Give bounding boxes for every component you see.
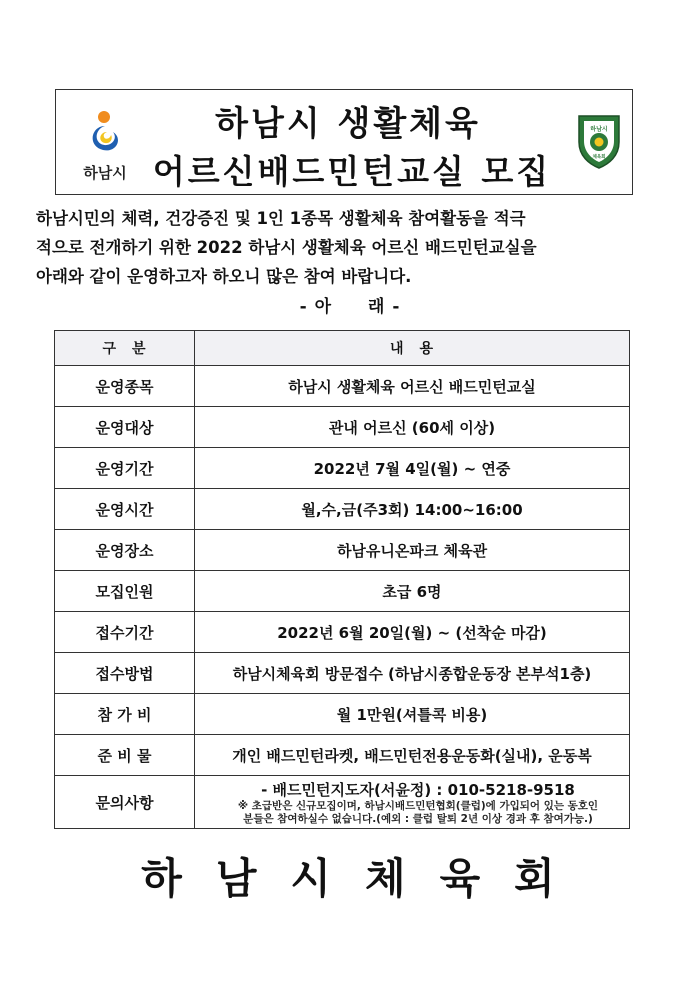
contact-phone-line: - 배드민턴지도자(서윤정) : 010-5218-9518 [261, 780, 575, 799]
row-label: 운영종목 [55, 366, 195, 407]
row-value: 초급 6명 [195, 571, 630, 612]
contact-note-line-1: ※ 초급반은 신규모집이며, 하남시배드민턴협회(클럽)에 가입되어 있는 동호인 [237, 799, 599, 812]
row-value: 월 1만원(셔틀콕 비용) [195, 694, 630, 735]
row-label: 운영기간 [55, 448, 195, 489]
contact-content [195, 776, 630, 829]
contact-row [55, 776, 630, 829]
intro-line-3: 아래와 같이 운영하고자 하오니 많은 참여 바랍니다. [36, 267, 412, 286]
table-row [55, 530, 630, 571]
row-value: 개인 배드민턴라켓, 배드민턴전용운동화(실내), 운동복 [195, 735, 630, 776]
table-row [55, 448, 630, 489]
table-header-row [55, 331, 630, 366]
row-value: 2022년 7월 4일(월) ~ 연중 [195, 448, 630, 489]
contact-label: 문의사항 [55, 776, 195, 829]
table-row [55, 407, 630, 448]
row-value: 월,수,금(주3회) 14:00~16:00 [195, 489, 630, 530]
title-line-1: 하남시 생활체육 [215, 104, 481, 144]
row-label: 접수기간 [55, 612, 195, 653]
row-value: 하남유니온파크 체육관 [195, 530, 630, 571]
row-label: 접수방법 [55, 653, 195, 694]
badge-text-bottom: 체육회 [592, 155, 606, 160]
table-row [55, 571, 630, 612]
header-label-cell: 구 분 [55, 331, 195, 366]
row-value: 하남시체육회 방문접수 (하남시종합운동장 본부석1층) [195, 653, 630, 694]
hanam-emblem-icon [83, 106, 127, 160]
title-box [55, 89, 633, 195]
sports-council-badge [575, 112, 623, 170]
contact-note-line-2: 분들은 참여하실수 없습니다.(예외 : 클럽 탈퇴 2년 이상 경과 후 참여가능.) [243, 812, 593, 825]
hanam-city-logo [70, 106, 140, 186]
table-row [55, 653, 630, 694]
row-label: 준 비 물 [55, 735, 195, 776]
row-label: 참 가 비 [55, 694, 195, 735]
row-label: 모집인원 [55, 571, 195, 612]
below-heading: - 아 래 - [299, 297, 401, 317]
row-value: 관내 어르신 (60세 이상) [195, 407, 630, 448]
table-row [55, 694, 630, 735]
row-value: 2022년 6월 20일(월) ~ (선착순 마감) [195, 612, 630, 653]
city-logo-text: 하남시 [83, 164, 127, 182]
table-row [55, 612, 630, 653]
table-row [55, 366, 630, 407]
row-label: 운영시간 [55, 489, 195, 530]
intro-line-1: 하남시민의 체력, 건강증진 및 1인 1종목 생활체육 참여활동을 적극 [36, 209, 526, 228]
header-content-cell: 내 용 [195, 331, 630, 366]
table-row [55, 735, 630, 776]
row-label: 운영대상 [55, 407, 195, 448]
row-label: 운영장소 [55, 530, 195, 571]
intro-line-2: 적으로 전개하기 위한 2022 하남시 생활체육 어르신 배드민턴교실을 [36, 238, 537, 257]
info-table [54, 330, 630, 829]
row-value: 하남시 생활체육 어르신 배드민턴교실 [195, 366, 630, 407]
organizer-name: 하남시체육회 [141, 854, 589, 903]
badge-text-top: 하남시 [590, 126, 608, 133]
intro-paragraph [36, 204, 666, 291]
table-row [55, 489, 630, 530]
title-line-2: 어르신배드민턴교실 모집 [152, 152, 552, 191]
shield-badge-icon [575, 112, 623, 170]
